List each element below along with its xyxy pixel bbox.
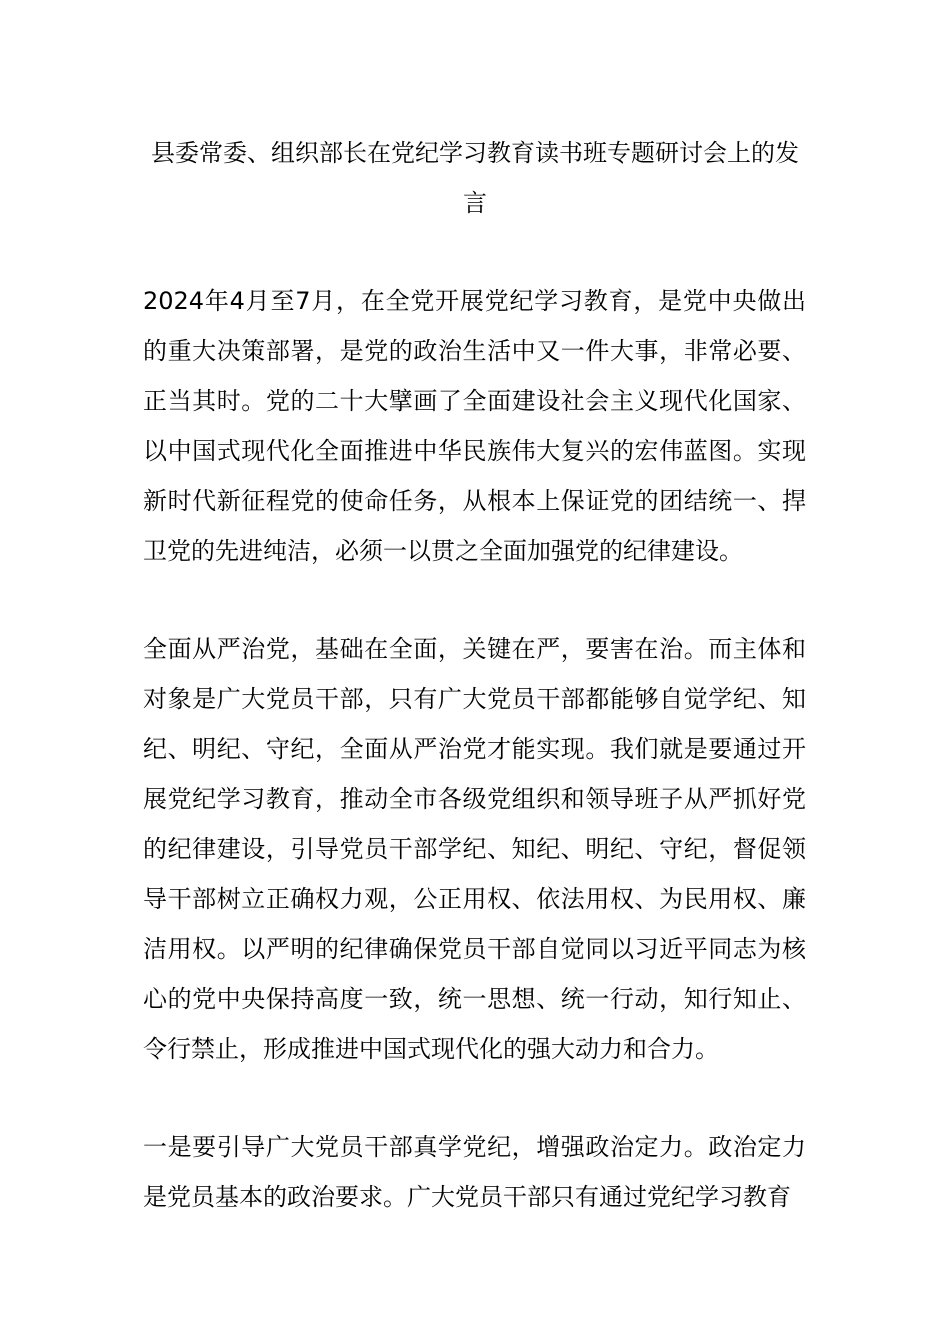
paragraph-3: 一是要引导广大党员干部真学党纪，增强政治定力。政治定力是党员基本的政治要求。广大党员干部只有通过党纪学习教育 [143, 1133, 806, 1211]
paragraph-2: 全面从严治党，基础在全面，关键在严，要害在治。而主体和对象是广大党员干部，只有广大党员干部都能够自觉学纪、知纪、明纪、守纪，全面从严治党才能实现。我们就是要通过开展党纪学习教育，推动全市各级党组织和领导班子从严抓好党的纪律建设，引导党员干部学纪、知纪、明纪、守纪，督促领导干部树立正确权力观，公正用权、依法用权、为民用权、廉洁用权。以严明的纪律确保党员干部自觉同以习近平同志为核心的党中央保持高度一致，统一思想、统一行动，知行知止、令行禁止，形成推进中国式现代化的强大动力和合力。 [143, 635, 806, 1063]
paragraph-1: 2024年4月至7月，在全党开展党纪学习教育，是党中央做出的重大决策部署，是党的政治生活中又一件大事，非常必要、正当其时。党的二十大擘画了全面建设社会主义现代化国家、以中国式现代化全面推进中华民族伟大复兴的宏伟蓝图。实现新时代新征程党的使命任务，从根本上保证党的团结统一、捍卫党的先进纯洁，必须一以贯之全面加强党的纪律建设。 [143, 287, 806, 565]
document-title: 县委常委、组织部长在党纪学习教育读书班专题研讨会上的发言 [151, 139, 799, 217]
